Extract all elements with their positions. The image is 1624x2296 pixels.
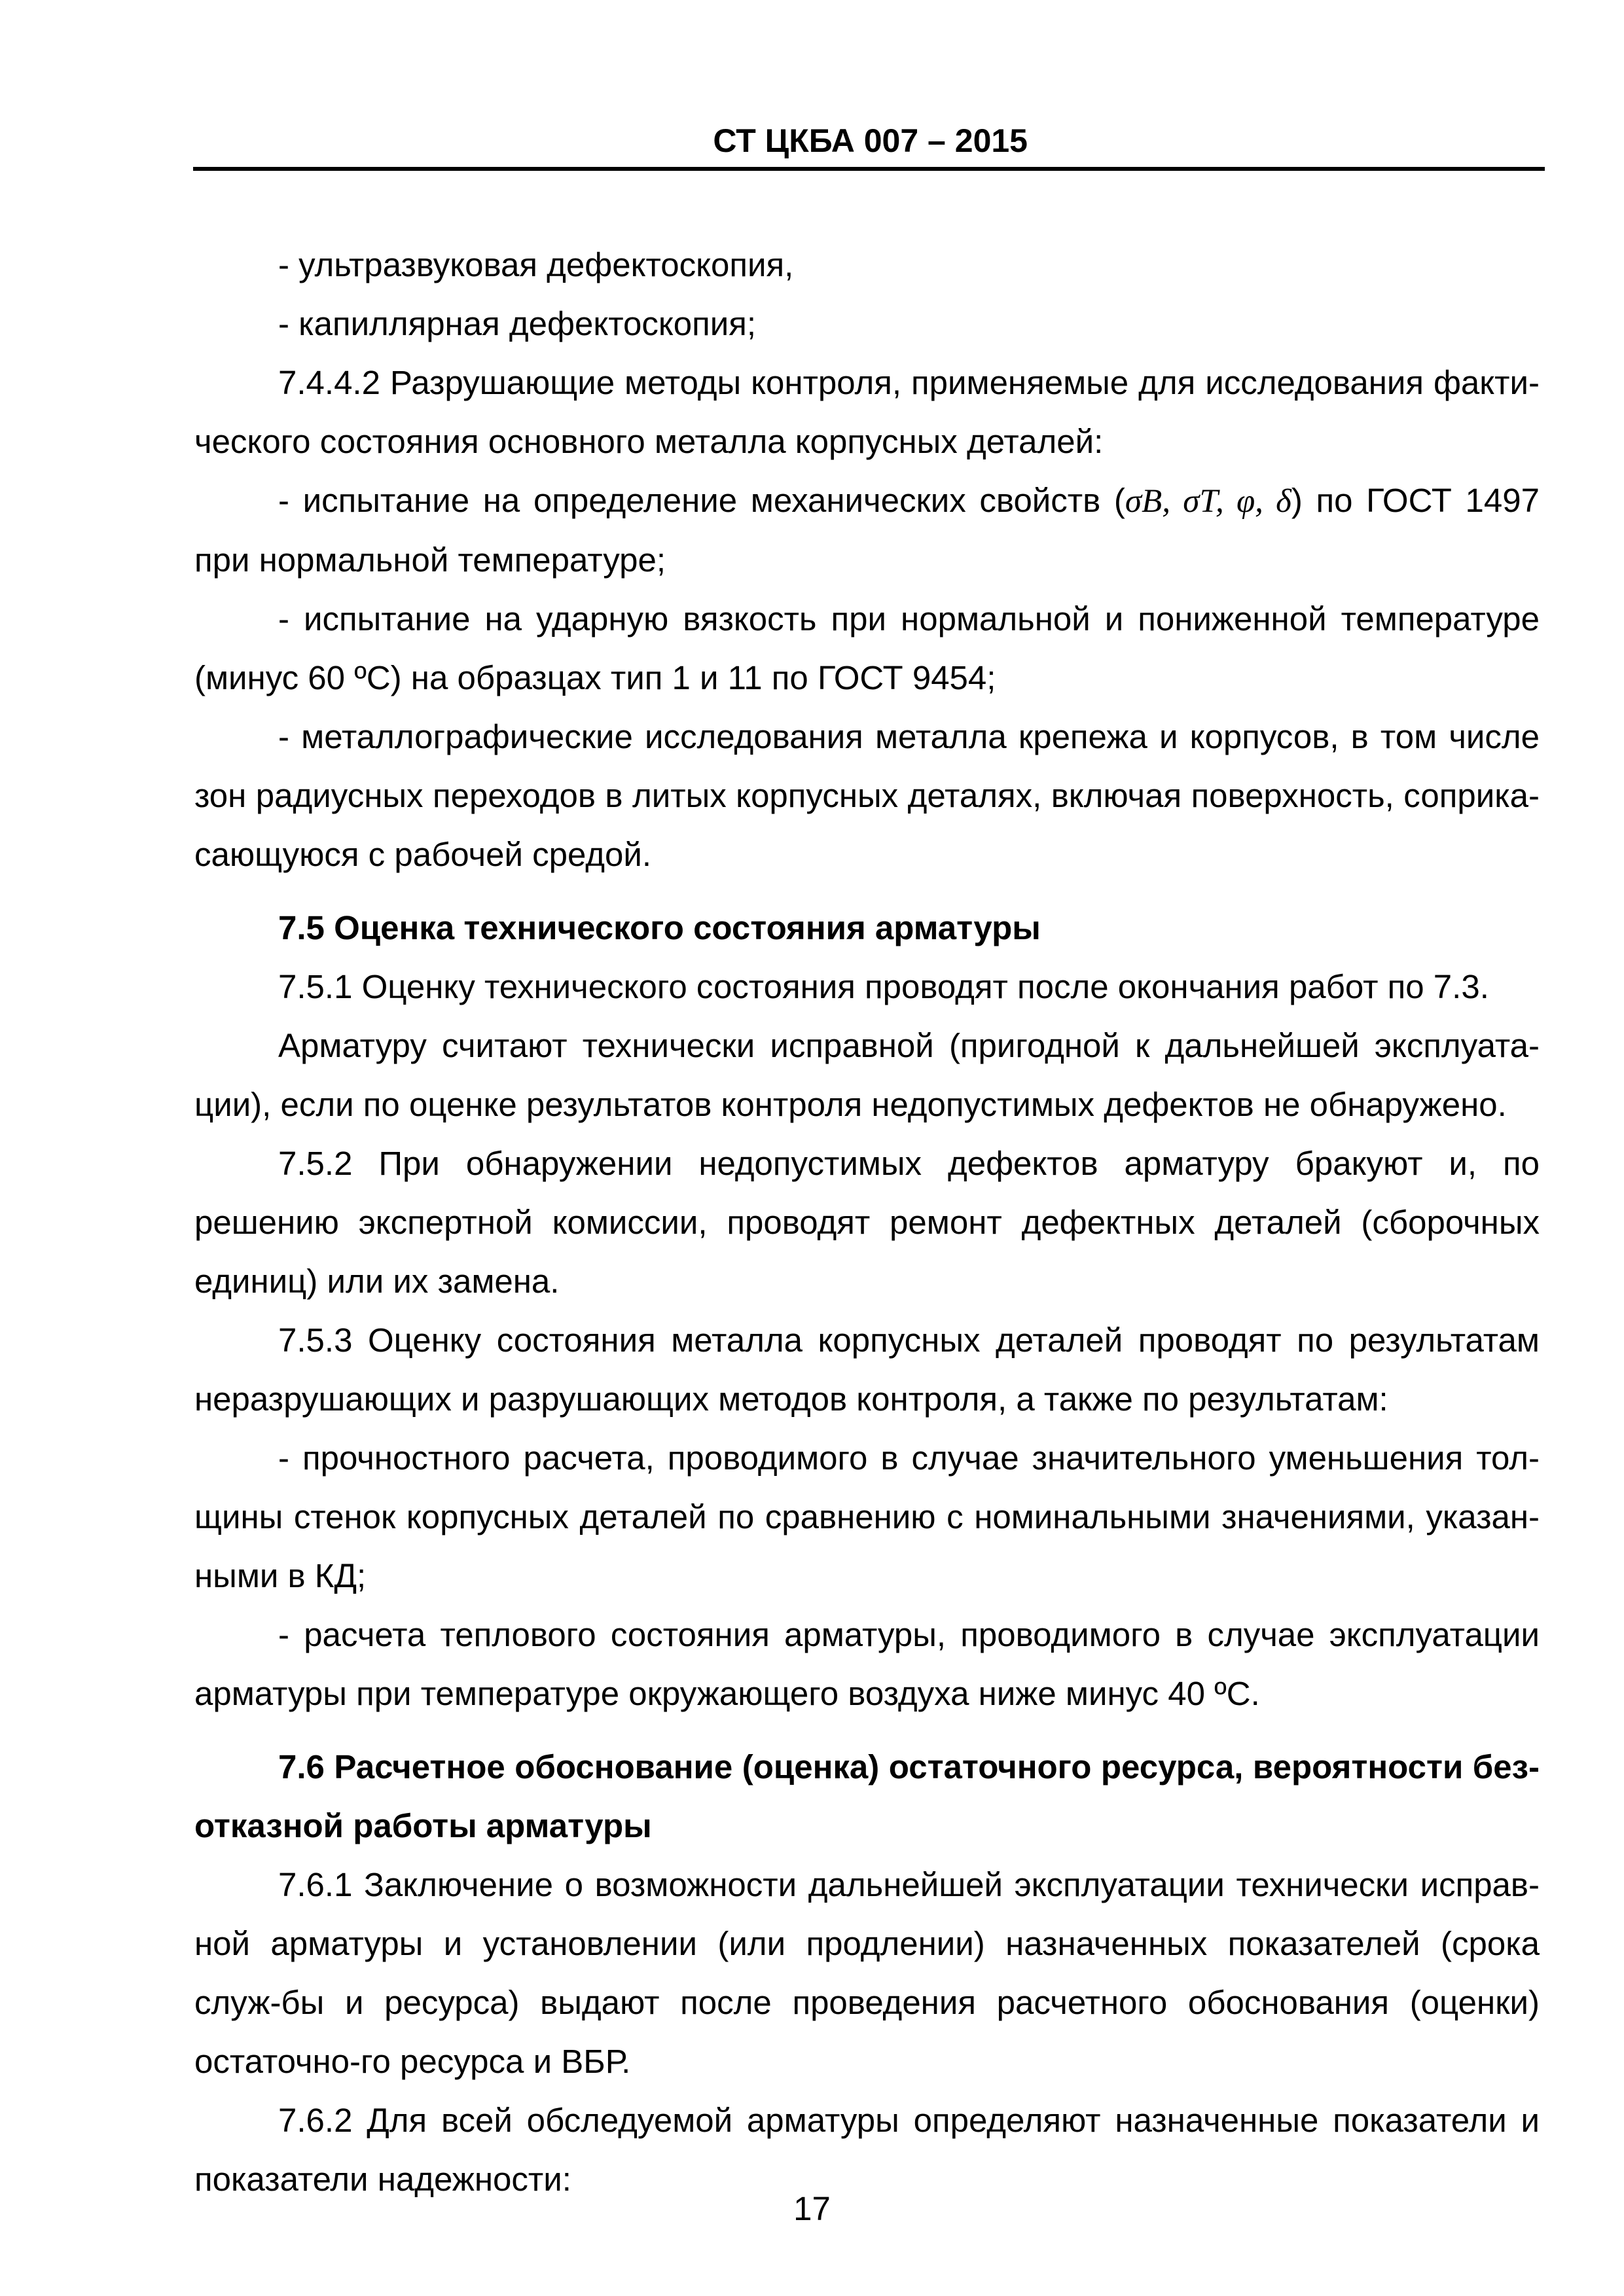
mechanical-test-text-end: ) по ГОСТ 1497 при нормальной температуре; <box>194 482 1540 579</box>
section-heading-7-6: 7.6 Расчетное обоснование (оценка) остаточного ресурса, вероятности без-отказной работы арматуры <box>194 1748 1540 1844</box>
list-item-strength-calculation: - прочностного расчета, проводимого в случае значительного уменьшения тол-щины стенок корпусных деталей по сравнению с номинальными значениями, указан-ными в КД; <box>194 1439 1540 1594</box>
list-item-thermal-calculation: - расчета теплового состояния арматуры, проводимого в случае эксплуатации арматуры при температуре окружающего воздуха ниже минус 40 ºС. <box>194 1616 1540 1712</box>
paragraph-7-5-3: 7.5.3 Оценку состояния металла корпусных деталей проводят по результатам неразрушающих и разрушающих методов контроля, а также по результатам: <box>194 1321 1540 1418</box>
paragraph-7-5-2: 7.5.2 При обнаружении недопустимых дефектов арматуру бракуют и, по решению экспертной комиссии, проводят ремонт дефектных деталей (сборочных единиц) или их замена. <box>194 1145 1540 1300</box>
list-item-capillary: - капиллярная дефектоскопия; <box>278 305 756 342</box>
paragraph-7-6-2: 7.6.2 Для всей обследуемой арматуры определяют назначенные показатели и показатели надежности: <box>194 2102 1540 2198</box>
page-number: 17 <box>793 2190 831 2227</box>
mechanical-properties-symbols: σB, σT, φ, δ <box>1125 483 1291 520</box>
paragraph-7-4-4-2: 7.4.4.2 Разрушающие методы контроля, применяемые для исследования факти-ческого состояния основного металла корпусных деталей: <box>194 364 1540 460</box>
paragraph-7-5-1-criteria: Арматуру считают технически исправной (пригодной к дальнейшей эксплуата-ции), если по оценке результатов контроля недопустимых дефектов не обнаружено. <box>194 1027 1540 1123</box>
paragraph-7-6-1: 7.6.1 Заключение о возможности дальнейшей эксплуатации технически исправ-ной арматуры и установлении (или продлении) назначенных показателей (срока служ-бы и ресурса) выдают после проведения расчетного обоснования (оценки) остаточно-го ресурса и ВБР. <box>194 1866 1540 2080</box>
list-item-metallography: - металлографические исследования металла крепежа и корпусов, в том числе зон радиусных переходов в литых корпусных деталях, включая поверхность, соприка-сающуюся с рабочей средой. <box>194 718 1540 873</box>
paragraph-7-5-1: 7.5.1 Оценку технического состояния проводят после окончания работ по 7.3. <box>278 968 1489 1005</box>
page-header <box>193 121 1545 171</box>
list-item-impact-test: - испытание на ударную вязкость при нормальной и пониженной температуре (минус 60 ºС) на образцах тип 1 и 11 по ГОСТ 9454; <box>194 600 1540 696</box>
section-heading-7-5: 7.5 Оценка технического состояния арматуры <box>278 909 1041 946</box>
list-item-ultrasonic: - ультразвуковая дефектоскопия, <box>278 246 794 283</box>
standard-code: СТ ЦКБА 007 – 2015 <box>713 122 1028 159</box>
mechanical-test-text-start: - испытание на определение механических свойств ( <box>278 482 1125 519</box>
list-item-mechanical-test <box>194 471 1540 590</box>
document-body <box>194 236 1540 2209</box>
